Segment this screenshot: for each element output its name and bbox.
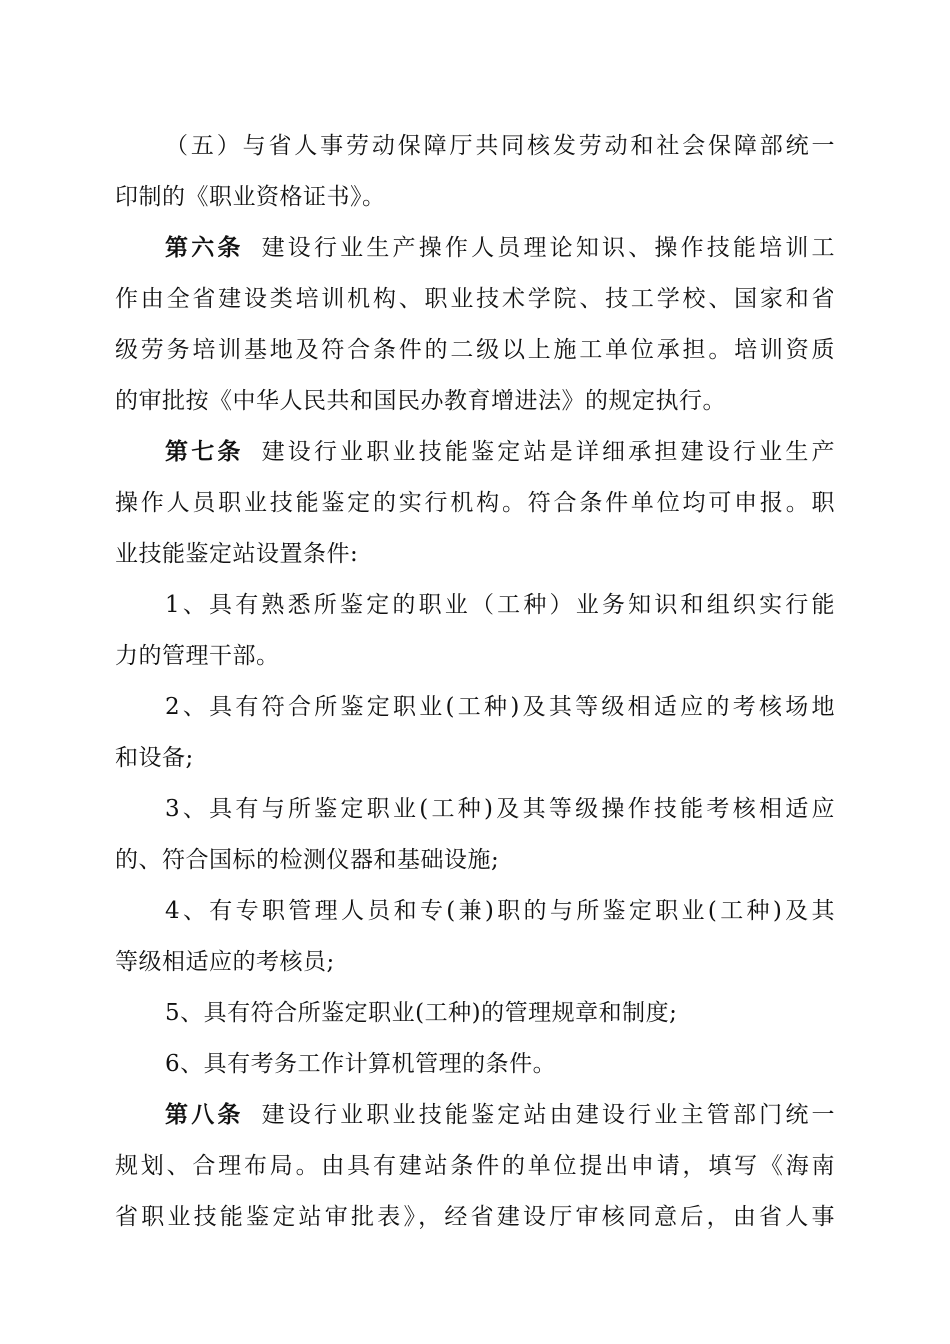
article-number: 第七条 — [165, 439, 244, 465]
line-text: 5、具有符合所鉴定职业(工种)的管理规章和制度; — [165, 1000, 678, 1026]
line-text: （五）与省人事劳动保障厅共同核发劳动和社会保障部统一 — [165, 133, 835, 159]
list-item-line — [165, 791, 835, 827]
paragraph-line — [115, 1148, 835, 1184]
line-text: 等级相适应的考核员; — [115, 949, 335, 975]
list-item-line — [165, 1046, 556, 1082]
article-heading-line — [165, 230, 835, 266]
line-text: 印制的《职业资格证书》。 — [115, 184, 386, 210]
paragraph-line — [115, 536, 358, 572]
line-text: 省职业技能鉴定站审批表》，经省建设厅审核同意后，由省人事 — [115, 1204, 835, 1230]
line-text: 6、具有考务工作计算机管理的条件。 — [165, 1051, 557, 1077]
paragraph-line — [115, 485, 835, 521]
line-text: 操作人员职业技能鉴定的实行机构。符合条件单位均可申报。职 — [115, 490, 835, 516]
paragraph-line — [115, 638, 280, 674]
paragraph-line — [115, 332, 835, 368]
line-text: 规划、合理布局。由具有建站条件的单位提出申请，填写《海南 — [115, 1153, 835, 1179]
line-text: 4、有专职管理人员和专(兼)职的与所鉴定职业(工种)及其 — [165, 898, 835, 924]
line-text: 级劳务培训基地及符合条件的二级以上施工单位承担。培训资质 — [115, 337, 835, 363]
line-text: 2、具有符合所鉴定职业(工种)及其等级相适应的考核场地 — [165, 694, 835, 720]
line-text: 和设备; — [115, 745, 194, 771]
paragraph-line — [115, 842, 499, 878]
paragraph-line — [115, 383, 726, 419]
article-heading-line — [165, 434, 835, 470]
line-text: 的、符合国标的检测仪器和基础设施; — [115, 847, 500, 873]
line-text: 建设行业职业技能鉴定站由建设行业主管部门统一 — [261, 1102, 835, 1128]
paragraph-line — [115, 281, 835, 317]
list-item-line — [165, 995, 677, 1031]
list-item-line — [165, 587, 835, 623]
paragraph-line — [115, 179, 386, 215]
list-item-line — [165, 689, 835, 725]
article-heading-line — [165, 1097, 835, 1133]
article-number: 第六条 — [165, 235, 244, 261]
article-number: 第八条 — [165, 1102, 244, 1128]
paragraph-line — [115, 740, 194, 776]
line-text: 建设行业生产操作人员理论知识、操作技能培训工 — [261, 235, 835, 261]
line-text: 力的管理干部。 — [115, 643, 280, 669]
line-text: 的审批按《中华人民共和国民办教育增进法》的规定执行。 — [115, 388, 726, 414]
line-text: 3、具有与所鉴定职业(工种)及其等级操作技能考核相适应 — [165, 796, 835, 822]
line-text: 业技能鉴定站设置条件: — [115, 541, 359, 567]
paragraph-line — [165, 128, 835, 164]
line-text: 建设行业职业技能鉴定站是详细承担建设行业生产 — [261, 439, 835, 465]
list-item-line — [165, 893, 835, 929]
line-text: 作由全省建设类培训机构、职业技术学院、技工学校、国家和省 — [115, 286, 835, 312]
paragraph-line — [115, 944, 335, 980]
line-text: 1、具有熟悉所鉴定的职业（工种）业务知识和组织实行能 — [165, 592, 835, 618]
paragraph-line — [115, 1199, 835, 1235]
